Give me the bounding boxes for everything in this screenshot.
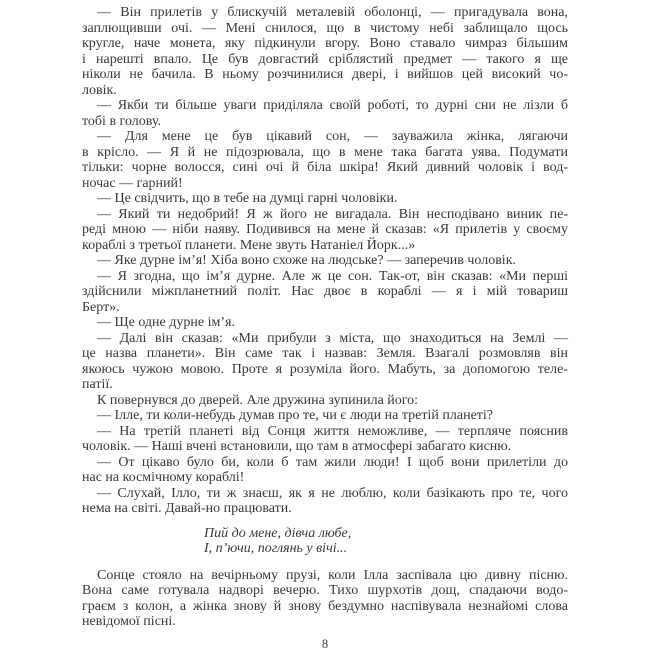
text-line: тільки: чорне волосся, сині очі й біла шкіра! Який дивний чоловік і вод- (82, 160, 568, 175)
text-line: невідомої пісні. (82, 614, 176, 629)
text-line: — Якби ти більше уваги приділяла своїй роботі, то дурні сни не лізли б (97, 98, 568, 113)
text-line: в крісло. — Я й не підозрювала, що в мене така багата уява. Подумати (82, 144, 568, 160)
text-line: — От цікаво було би, коли б там жили люди! І щоб вони прилетіли до (97, 454, 568, 470)
paragraph (82, 424, 568, 455)
text-line: ловік. (82, 82, 117, 98)
text-line: — Ще одне дурне ім’я. (97, 315, 235, 330)
text-line: і нарешті впало. Це був довгастий сріблястий предмет — такого я ще (82, 51, 568, 67)
text-line: це назва планети». Він саме так і назвав: Земля. Взагалі розмовляв він (82, 346, 568, 361)
text-line: якоюсь чужою мовою. Проте я розуміла його. Мабуть, за допомогою теле- (82, 361, 568, 377)
text-line: К повернувся до дверей. Але дружина зупинила його: (97, 392, 419, 408)
verse-quote (204, 526, 568, 557)
verse-line: І, п’ючи, поглянь у вічі... (204, 541, 348, 556)
text-line: ночас — гарний! (82, 175, 183, 191)
text-line: — Це свідчить, що в тебе на думці гарні чоловіки. (97, 191, 398, 206)
paragraph (82, 5, 568, 98)
paragraph (82, 568, 568, 630)
text-line: Вона саме готувала надворі вечерю. Тихо шурхотів дощ, спадаючи водо- (82, 583, 568, 598)
text-line: заплющивши очі. — Мені снилося, що в чистому небі заблищало щось (82, 20, 568, 36)
text-line: — Я згодна, що ім’я дурне. Але ж це сон. Так-от, він сказав: «Ми перші (97, 268, 568, 284)
text-line: — Який ти недобрий! Я ж його не вигадала. Він несподівано виник пе- (97, 206, 568, 222)
text-line: тобі в голову. (82, 113, 161, 129)
text-line: чоловік. — Наші вчені встановили, що там в атмосфері забагато кисню. (82, 439, 512, 454)
paragraph (82, 408, 568, 424)
text-line: — На третій планеті від Сонця життя неможливе, — терпляче пояснив (97, 423, 568, 439)
paragraph (82, 486, 568, 517)
text-line: патії. (82, 377, 113, 392)
text-line: граєм з колон, а жінка знову й знову бездумно наспівувала незнайомі слова (82, 598, 568, 614)
paragraph (82, 269, 568, 316)
paragraph (82, 207, 568, 254)
text-line: реді мною — ніби наяву. Подивився на мене й сказав: «Я прилетів у своєму (82, 222, 568, 237)
text-line: — Далі він сказав: «Ми прибули з міста, що знаходиться на Землі — (97, 330, 568, 346)
text-line: нема на світі. Давай-но працювати. (82, 501, 292, 516)
verse-line: Пий до мене, дівча любе, (204, 525, 352, 541)
paragraph (82, 191, 568, 207)
text-line: кораблі з третьої планети. Мене звуть Натаніел Йорк...» (82, 237, 416, 253)
text-line: кругле, наче монета, яку підкинули вгору. Воно ставало чимраз більшим (82, 36, 568, 51)
text-line: Берт». (82, 299, 120, 315)
text-line: — Слухай, Ілло, ти ж знаєш, як я не люблю, коли базікають про те, чого (97, 485, 568, 501)
text-block (82, 5, 568, 630)
paragraph (82, 315, 568, 331)
text-line: — Ілле, ти коли-небудь думав про те, чи є люди на третій планеті? (97, 408, 493, 423)
paragraph (82, 455, 568, 486)
text-line: Сонце стояло на вечірньому прузі, коли Ілла заспівала цю дивну пісню. (97, 567, 568, 583)
paragraph (82, 393, 568, 409)
text-line: нас на космічному кораблі! (82, 470, 245, 485)
text-line: — Для мене це був цікавий сон, — зауважила жінка, лягаючи (97, 129, 568, 144)
paragraph (82, 331, 568, 393)
text-line: — Яке дурне ім’я! Хіба воно схоже на людське? — заперечив чоловік. (97, 253, 517, 268)
paragraph (82, 129, 568, 191)
page-number: 8 (321, 636, 329, 650)
paragraph (82, 98, 568, 129)
text-line: — Він прилетів у блискучій металевій оболонці, — пригадувала вона, (97, 5, 568, 20)
paragraph (82, 253, 568, 269)
text-line: здійснили міжпланетний політ. Нас двоє в кораблі — я і мій товариш (82, 284, 568, 299)
text-line: ніколи не бачила. В ньому розчинилися двері, і вийшов цей високий чо- (82, 67, 568, 82)
